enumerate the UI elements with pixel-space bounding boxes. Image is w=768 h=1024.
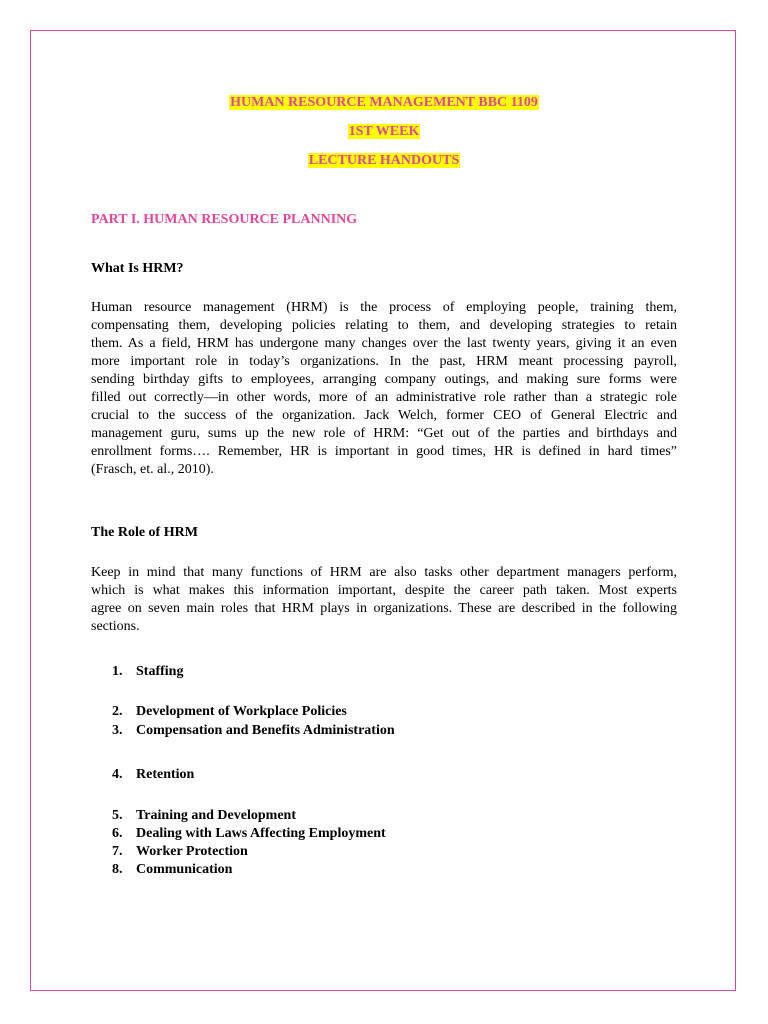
list-item-number: 8.: [112, 862, 123, 877]
document-title: [0, 95, 768, 111]
paragraph-line: management guru, sums up the new role of HRM: “Get out of the parties and birthdays and: [91, 426, 677, 441]
section-heading-what-is-hrm: What Is HRM?: [91, 261, 184, 276]
paragraph-line: more important role in today’s organizations. In the past, HRM meant processing payroll,: [91, 354, 677, 369]
list-item-number: 5.: [112, 808, 123, 823]
list-item-label: Worker Protection: [136, 844, 248, 859]
paragraph-line: them. As a field, HRM has undergone many changes over the last twenty years, giving it an even: [91, 336, 677, 351]
paragraph-line: compensating them, developing policies relating to them, and developing strategies to retain: [91, 318, 677, 333]
list-item: [112, 722, 395, 740]
paragraph-line: sections.: [91, 619, 140, 634]
paragraph-line: sending birthday gifts to employees, arranging company outings, and making sure forms were: [91, 372, 677, 387]
list-item: [112, 861, 232, 879]
list-item-number: 2.: [112, 704, 123, 719]
list-item: [112, 825, 386, 843]
handout-label-text: LECTURE HANDOUTS: [308, 153, 460, 168]
section-heading-role-of-hrm: The Role of HRM: [91, 525, 198, 540]
paragraph-line: (Frasch, et. al., 2010).: [91, 462, 214, 477]
list-item: [112, 663, 183, 681]
list-item: [112, 766, 194, 784]
list-item-number: 7.: [112, 844, 123, 859]
week-label-text: 1ST WEEK: [348, 124, 420, 139]
list-item-label: Compensation and Benefits Administration: [136, 723, 395, 738]
paragraph-line: enrollment forms…. Remember, HR is important in good times, HR is defined in hard times”: [91, 444, 677, 459]
paragraph-role-of-hrm: [91, 564, 677, 636]
list-item-label: Communication: [136, 862, 233, 877]
paragraph-line: crucial to the success of the organization. Jack Welch, former CEO of General Electric and: [91, 408, 677, 423]
part-heading: PART I. HUMAN RESOURCE PLANNING: [91, 212, 358, 227]
paragraph-what-is-hrm: [91, 299, 677, 479]
week-label: [0, 124, 768, 140]
handout-label: [0, 153, 768, 169]
list-item-number: 4.: [112, 767, 123, 782]
paragraph-line: Human resource management (HRM) is the process of employing people, training them,: [91, 300, 677, 315]
list-item-label: Training and Development: [136, 808, 296, 823]
list-item-label: Retention: [136, 767, 195, 782]
list-item-label: Dealing with Laws Affecting Employment: [136, 826, 386, 841]
paragraph-line: agree on seven main roles that HRM plays in organizations. These are described in the following: [91, 601, 677, 616]
list-item-number: 1.: [112, 664, 123, 679]
list-item-number: 6.: [112, 826, 123, 841]
list-item-label: Staffing: [136, 664, 184, 679]
list-item-label: Development of Workplace Policies: [136, 704, 347, 719]
list-item: [112, 843, 248, 861]
list-item: [112, 807, 296, 825]
list-item-number: 3.: [112, 723, 123, 738]
paragraph-line: filled out correctly—in other words, more of an administrative role rather than a strategic role: [91, 390, 677, 405]
paragraph-line: Keep in mind that many functions of HRM are also tasks other department managers perform,: [91, 565, 677, 580]
paragraph-line: which is what makes this information important, despite the career path taken. Most experts: [91, 583, 677, 598]
document-title-text: HUMAN RESOURCE MANAGEMENT BBC 1109: [230, 95, 538, 110]
list-item: [112, 703, 347, 721]
